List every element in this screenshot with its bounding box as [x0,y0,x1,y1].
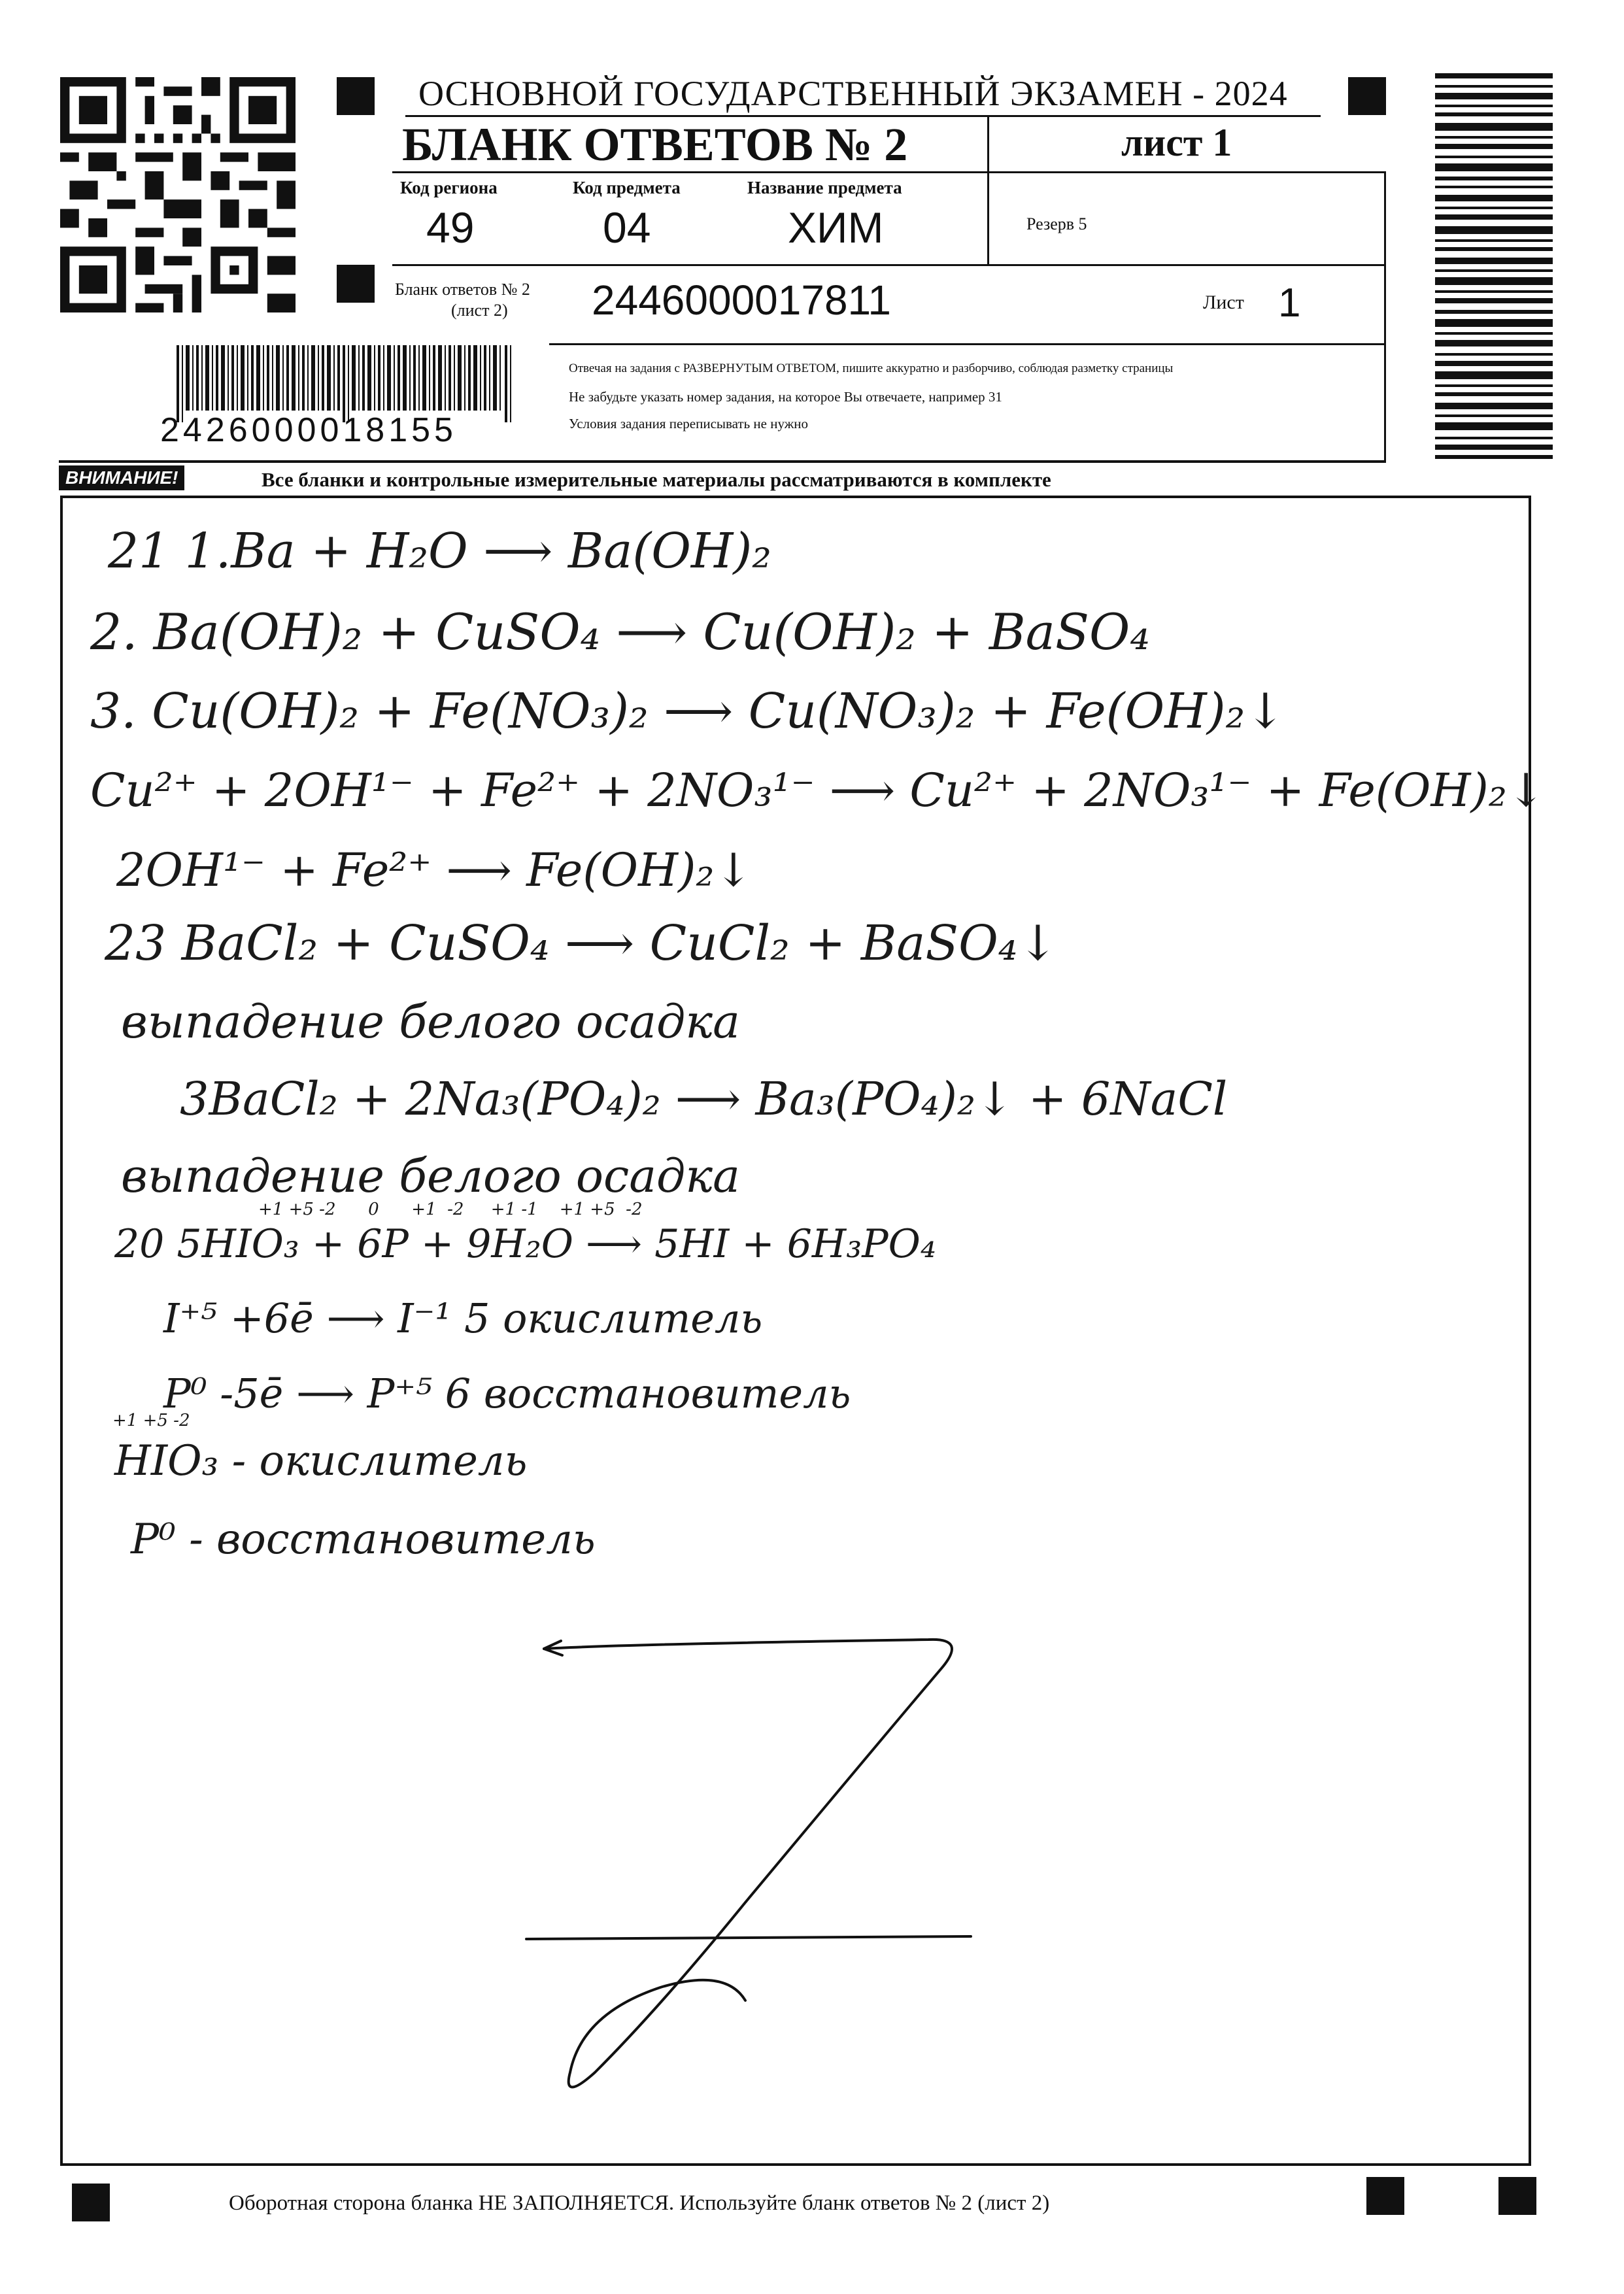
reserve-label: Резерв 5 [1026,214,1087,233]
anchor-square-mid-left [337,265,375,303]
anchor-square-bottom-mid [1366,2177,1404,2215]
balance-phosphorus: P⁰ -5ē ⟶ P⁺⁵ 6 восстановитель [163,1370,851,1417]
task21-line2: 2. Ba(OH)₂ + CuSO₄ ⟶ Cu(OH)₂ + BaSO₄ [90,603,1150,661]
notice-text: Все бланки и контрольные измерительные материалы рассматриваются в комплекте [262,468,1051,491]
anchor-square-top-right [1348,77,1386,115]
task23-observation-1: выпадение белого осадка [121,995,740,1049]
subject-name-label: Название предмета [747,178,902,197]
barcode-number: 2426000018155 [160,411,457,449]
task21-line3: 3. Cu(OH)₂ + Fe(NO₃)₂ ⟶ Cu(NO₃)₂ + Fe(OH)₂↓ [90,683,1286,739]
exam-title: ОСНОВНОЙ ГОСУДАРСТВЕННЫЙ ЭКЗАМЕН - 2024 [418,74,1288,113]
region-code: 49 [426,203,475,252]
task21-ionic-short: 2OH¹⁻ + Fe²⁺ ⟶ Fe(OH)₂↓ [116,843,753,897]
task20-oxidation-states: +1 +5 -2 0 +1 -2 +1 -1 +1 +5 -2 [258,1200,643,1219]
sheet-label: Лист [1203,292,1244,313]
sheet-title: лист 1 [1121,121,1232,164]
task21-line1: 21 1.Ba + H₂O ⟶ Ba(OH)₂ [108,523,771,579]
task23-observation-2: выпадение белого осадка [121,1149,740,1203]
region-code-label: Код региона [400,178,498,197]
task21-ionic-full: Cu²⁺ + 2OH¹⁻ + Fe²⁺ + 2NO₃¹⁻ ⟶ Cu²⁺ + 2NO₃¹⁻ + Fe(OH)₂↓ [90,764,1546,817]
header-right-border [1384,171,1386,462]
form2-label-line1: Бланк ответов № 2 [395,280,530,299]
form-number: 2446000017811 [592,277,891,324]
oxidizer-ox-states: +1 +5 -2 [112,1411,190,1430]
cancellation-z-stroke [510,1621,1059,2105]
reducer-line: P⁰ - восстановитель [131,1515,596,1564]
instruction-3: Условия задания переписывать не нужно [569,416,808,431]
form-title: БЛАНК ОТВЕТОВ № 2 [402,118,908,171]
notice-badge: ВНИМАНИЕ! [59,465,184,490]
anchor-square-top-left [337,77,375,115]
subject-code: 04 [603,203,651,252]
subject-name: ХИМ [788,203,884,252]
task23-line1: 23 BaCl₂ + CuSO₄ ⟶ CuCl₂ + BaSO₄↓ [105,915,1058,971]
task20-equation: 20 5HIO₃ + 6P + 9H₂O ⟶ 5HI + 6H₃PO₄ [114,1221,936,1267]
notice-top-line [59,460,1386,463]
anchor-square-bottom-left [72,2184,110,2221]
title-row-bottom [392,171,1386,173]
form-row-bottom [549,343,1386,345]
sheet-number: 1 [1278,280,1301,326]
side-barcode [1435,73,1553,459]
title-underline [405,115,1321,117]
anchor-square-bottom-right [1498,2177,1536,2215]
form2-label-line2: (лист 2) [451,301,508,320]
footer-text: Оборотная сторона бланка НЕ ЗАПОЛНЯЕТСЯ. Используйте бланк ответов № 2 (лист 2) [229,2191,1050,2215]
qr-code [60,77,296,312]
subject-code-label: Код предмета [573,178,681,197]
balance-iodine: I⁺⁵ +6ē ⟶ I⁻¹ 5 окислитель [163,1294,763,1342]
task23-line2: 3BaCl₂ + 2Na₃(PO₄)₂ ⟶ Ba₃(PO₄)₂↓ + 6NaCl [180,1072,1228,1126]
oxidizer-line: HIO₃ - окислитель [114,1437,528,1485]
instruction-2: Не забудьте указать номер задания, на которое Вы отвечаете, например 31 [569,389,1002,405]
codes-row-bottom [392,264,1386,266]
title-divider [987,116,989,265]
instruction-1: Отвечая на задания с РАЗВЕРНУТЫМ ОТВЕТОМ, пишите аккуратно и разборчиво, соблюдая разметку страницы [569,362,1174,375]
